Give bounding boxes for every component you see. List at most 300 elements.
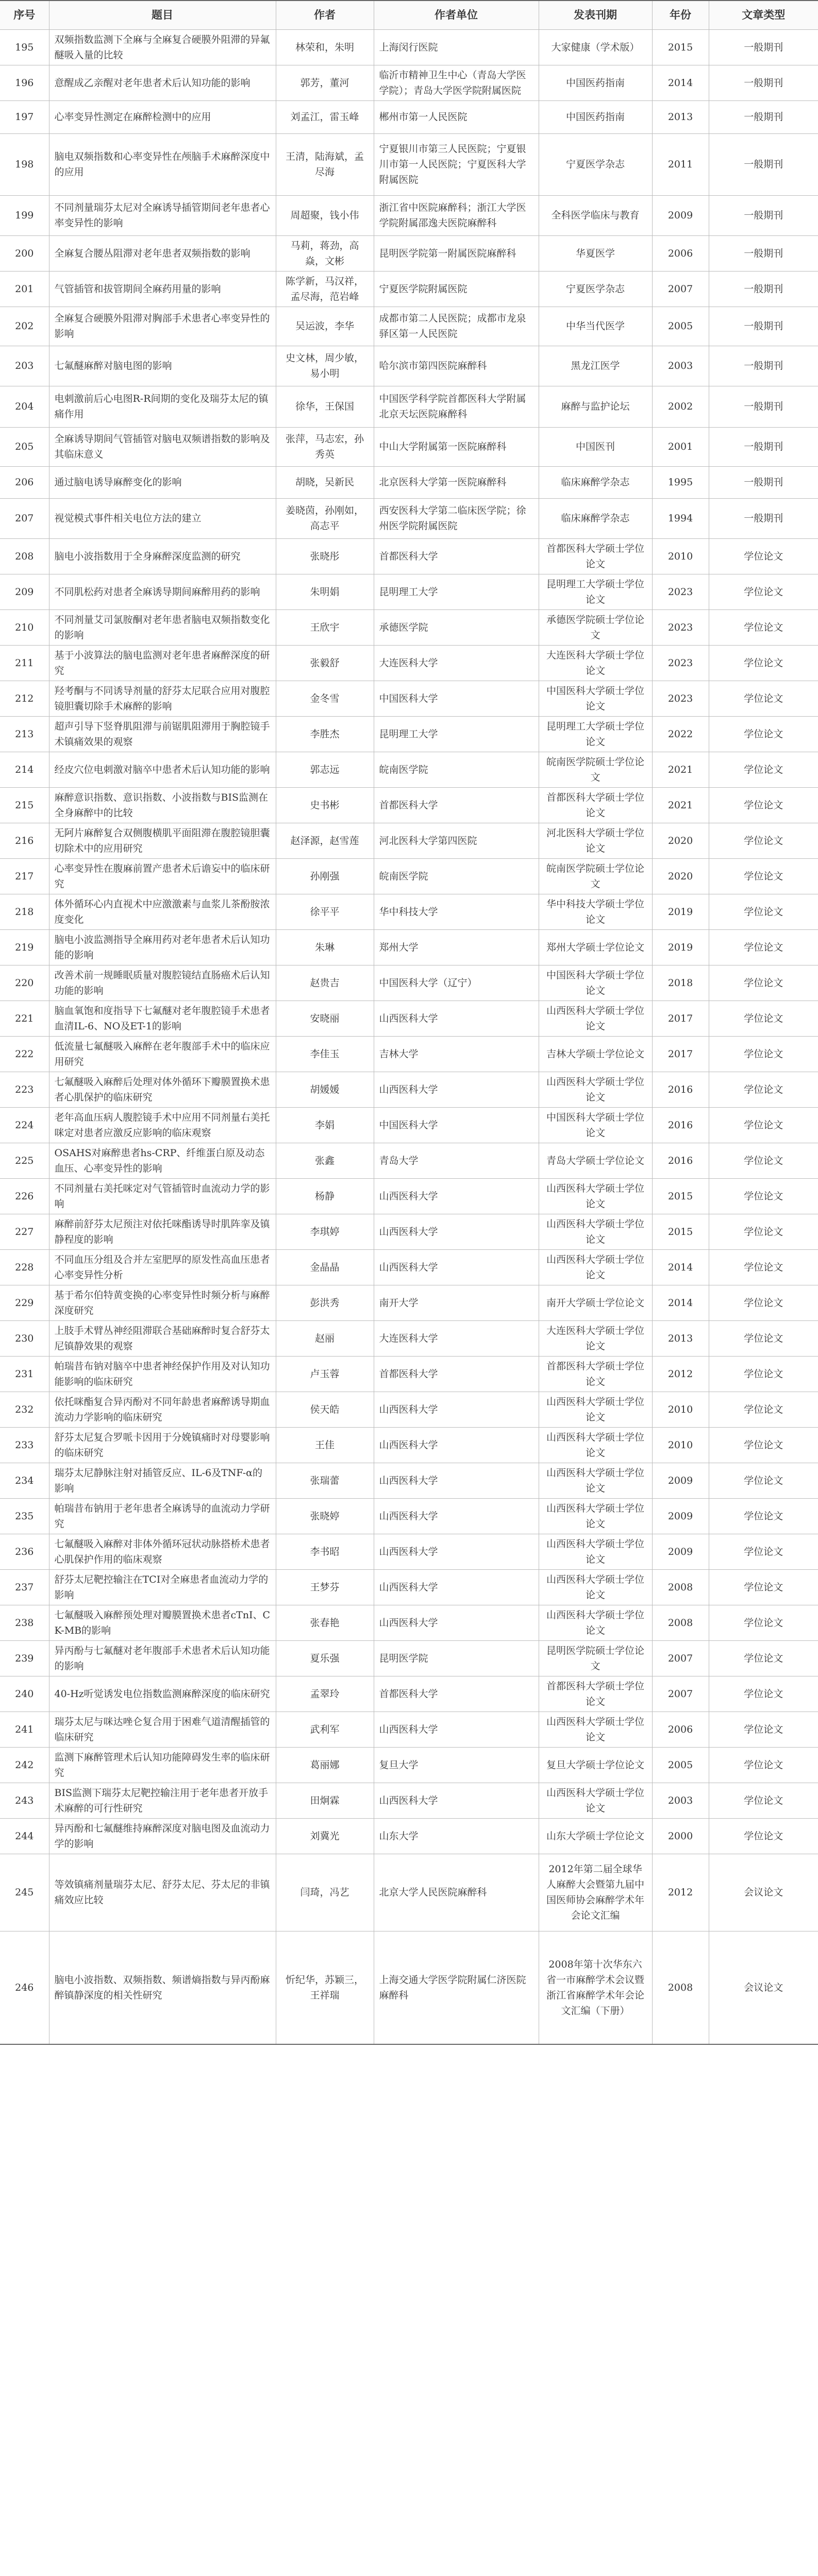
row-year: 2015 [652,29,709,65]
row-year: 2023 [652,645,709,681]
row-year: 2014 [652,1285,709,1320]
row-affiliation: 浙江省中医院麻醉科；浙江大学医学院附属邵逸夫医院麻醉科 [374,195,539,235]
row-affiliation: 复旦大学 [374,1747,539,1783]
row-index: 233 [0,1427,49,1463]
table-row [0,1320,818,1356]
row-journal: 华夏医学 [539,235,652,271]
row-affiliation: 山西医科大学 [374,1534,539,1569]
row-journal: 2008年第十次华东六省一市麻醉学术会议暨浙江省麻醉学术年会论文汇编（下册） [539,1931,652,2044]
row-journal: 山西医科大学硕士学位论文 [539,1463,652,1498]
row-index: 242 [0,1747,49,1783]
row-index: 205 [0,427,49,466]
row-type: 学位论文 [709,965,818,1001]
row-index: 219 [0,929,49,965]
row-index: 221 [0,1001,49,1036]
row-index: 202 [0,307,49,346]
row-index: 215 [0,787,49,823]
row-authors: 彭洪秀 [276,1285,374,1320]
row-journal: 宁夏医学杂志 [539,133,652,195]
row-title: 通过脑电诱导麻醉变化的影响 [49,466,276,498]
table-row [0,1747,818,1783]
row-journal: 中国医科大学硕士学位论文 [539,1107,652,1143]
row-journal: 临床麻醉学杂志 [539,498,652,538]
row-index: 230 [0,1320,49,1356]
table-row [0,29,818,65]
row-authors: 金晶晶 [276,1249,374,1285]
row-affiliation: 山西医科大学 [374,1178,539,1214]
row-journal: 山西医科大学硕士学位论文 [539,1427,652,1463]
table-row [0,100,818,133]
row-year: 2009 [652,1498,709,1534]
row-affiliation: 中国医科大学 [374,681,539,716]
row-title: 脑电双频指数和心率变异性在颅脑手术麻醉深度中的应用 [49,133,276,195]
header-affiliation: 作者单位 [374,1,539,29]
row-authors: 王欣宇 [276,609,374,645]
table-row [0,235,818,271]
row-title: 脑电小波指数用于全身麻醉深度监测的研究 [49,538,276,574]
row-year: 2020 [652,858,709,894]
row-year: 2019 [652,929,709,965]
table-row [0,65,818,100]
row-index: 217 [0,858,49,894]
table-row [0,1783,818,1818]
row-type: 一般期刊 [709,29,818,65]
row-title: 低流量七氟醚吸入麻醉在老年腹部手术中的临床应用研究 [49,1036,276,1072]
row-title: 视觉模式事件相关电位方法的建立 [49,498,276,538]
table-row [0,466,818,498]
table-row [0,386,818,427]
row-affiliation: 承德医学院 [374,609,539,645]
table-row [0,929,818,965]
row-affiliation: 山西医科大学 [374,1392,539,1427]
row-journal: 山西医科大学硕士学位论文 [539,1498,652,1534]
row-journal: 宁夏医学杂志 [539,271,652,307]
row-year: 1994 [652,498,709,538]
row-authors: 赵丽 [276,1320,374,1356]
row-title: 不同肌松药对患者全麻诱导期间麻醉用药的影响 [49,574,276,609]
row-type: 学位论文 [709,1463,818,1498]
header-type: 文章类型 [709,1,818,29]
row-index: 208 [0,538,49,574]
row-index: 240 [0,1676,49,1711]
row-type: 学位论文 [709,1249,818,1285]
row-journal: 昆明理工大学硕士学位论文 [539,574,652,609]
row-index: 224 [0,1107,49,1143]
row-journal: 山西医科大学硕士学位论文 [539,1783,652,1818]
row-title: 脑电小波指数、双频指数、频谱熵指数与异丙酚麻醉镇静深度的相关性研究 [49,1931,276,2044]
table-row [0,1107,818,1143]
row-journal: 中华当代医学 [539,307,652,346]
row-type: 学位论文 [709,1001,818,1036]
row-year: 2015 [652,1214,709,1249]
row-authors: 李佳玉 [276,1036,374,1072]
row-journal: 中国医药指南 [539,65,652,100]
row-type: 学位论文 [709,681,818,716]
header-authors: 作者 [276,1,374,29]
row-authors: 赵泽源，赵雪莲 [276,823,374,858]
row-title: 体外循环心内直视术中应激激素与血浆儿茶酚胺浓度变化 [49,894,276,929]
row-type: 会议论文 [709,1854,818,1931]
row-index: 236 [0,1534,49,1569]
row-year: 2020 [652,823,709,858]
row-index: 232 [0,1392,49,1427]
row-index: 206 [0,466,49,498]
row-title: 基于小波算法的脑电监测对老年患者麻醉深度的研究 [49,645,276,681]
row-index: 243 [0,1783,49,1818]
row-journal: 山西医科大学硕士学位论文 [539,1249,652,1285]
row-title: 七氟醚吸入麻醉对非体外循环冠状动脉搭桥术患者心肌保护作用的临床观察 [49,1534,276,1569]
row-year: 2022 [652,716,709,752]
row-affiliation: 山西医科大学 [374,1249,539,1285]
row-authors: 葛丽娜 [276,1747,374,1783]
row-year: 2023 [652,609,709,645]
table-row [0,1569,818,1605]
row-title: 麻醉意识指数、意识指数、小波指数与BIS监测在全身麻醉中的比较 [49,787,276,823]
table-row [0,965,818,1001]
header-title: 题目 [49,1,276,29]
row-year: 2019 [652,894,709,929]
row-authors: 赵贵吉 [276,965,374,1001]
row-type: 学位论文 [709,1818,818,1854]
row-type: 一般期刊 [709,386,818,427]
row-index: 210 [0,609,49,645]
row-year: 2007 [652,271,709,307]
row-journal: 山西医科大学硕士学位论文 [539,1534,652,1569]
row-title: 帕瑞昔布钠对脑卒中患者神经保护作用及对认知功能影响的临床研究 [49,1356,276,1392]
row-title: 上肢手术臂丛神经阻滞联合基础麻醉时复合舒芬太尼镇静效果的观察 [49,1320,276,1356]
row-authors: 徐平平 [276,894,374,929]
row-authors: 忻纪华，苏颖三，王祥瑞 [276,1931,374,2044]
row-index: 238 [0,1605,49,1640]
row-affiliation: 山西医科大学 [374,1783,539,1818]
row-journal: 中国医科大学硕士学位论文 [539,965,652,1001]
row-journal: 山西医科大学硕士学位论文 [539,1569,652,1605]
table-row [0,645,818,681]
row-authors: 张晓婷 [276,1498,374,1534]
table-row [0,1463,818,1498]
row-authors: 李琪婷 [276,1214,374,1249]
row-index: 209 [0,574,49,609]
table-row [0,1285,818,1320]
row-index: 241 [0,1711,49,1747]
row-index: 198 [0,133,49,195]
row-journal: 山东大学硕士学位论文 [539,1818,652,1854]
table-row [0,858,818,894]
table-row [0,574,818,609]
table-row [0,1001,818,1036]
row-affiliation: 大连医科大学 [374,645,539,681]
row-affiliation: 大连医科大学 [374,1320,539,1356]
row-affiliation: 皖南医学院 [374,858,539,894]
row-title: 监测下麻醉管理术后认知功能障碍发生率的临床研究 [49,1747,276,1783]
row-type: 一般期刊 [709,133,818,195]
row-index: 218 [0,894,49,929]
row-year: 2007 [652,1676,709,1711]
row-title: 电刺激前后心电图R-R间期的变化及瑞芬太尼的镇痛作用 [49,386,276,427]
row-authors: 安晓丽 [276,1001,374,1036]
row-authors: 周超聚，钱小伟 [276,195,374,235]
row-index: 201 [0,271,49,307]
row-year: 2001 [652,427,709,466]
row-year: 2002 [652,386,709,427]
row-journal: 麻醉与监护论坛 [539,386,652,427]
row-type: 学位论文 [709,538,818,574]
row-affiliation: 吉林大学 [374,1036,539,1072]
row-index: 203 [0,346,49,386]
row-affiliation: 皖南医学院 [374,752,539,787]
row-authors: 武利军 [276,1711,374,1747]
table-row [0,1214,818,1249]
row-authors: 郭芳，董河 [276,65,374,100]
row-title: 七氟醚麻醉对脑电图的影响 [49,346,276,386]
row-type: 学位论文 [709,1072,818,1107]
row-affiliation: 中山大学附属第一医院麻醉科 [374,427,539,466]
row-affiliation: 中国医科大学 [374,1107,539,1143]
row-affiliation: 宁夏医学院附属医院 [374,271,539,307]
row-title: 全麻诱导期间气管插管对脑电双频谱指数的影响及其临床意义 [49,427,276,466]
row-type: 一般期刊 [709,235,818,271]
row-type: 会议论文 [709,1931,818,2044]
row-type: 学位论文 [709,716,818,752]
row-affiliation: 成都市第二人民医院；成都市龙泉驿区第一人民医院 [374,307,539,346]
table-row [0,1249,818,1285]
row-affiliation: 山西医科大学 [374,1498,539,1534]
table-row [0,1178,818,1214]
row-authors: 郭志远 [276,752,374,787]
row-title: 瑞芬太尼静脉注射对插管反应、IL-6及TNF-α的影响 [49,1463,276,1498]
row-affiliation: 首都医科大学 [374,538,539,574]
row-journal: 华中科技大学硕士学位论文 [539,894,652,929]
row-affiliation: 山西医科大学 [374,1427,539,1463]
row-affiliation: 河北医科大学第四医院 [374,823,539,858]
row-authors: 孙刚强 [276,858,374,894]
row-year: 2009 [652,1534,709,1569]
table-row [0,427,818,466]
row-authors: 王梦芬 [276,1569,374,1605]
row-type: 学位论文 [709,1569,818,1605]
row-index: 220 [0,965,49,1001]
row-authors: 史文林，周少敏，易小明 [276,346,374,386]
row-title: 心率变异性在腹麻前置产患者术后谵妄中的临床研究 [49,858,276,894]
row-year: 2013 [652,100,709,133]
row-authors: 卢玉蓉 [276,1356,374,1392]
row-year: 2021 [652,752,709,787]
table-row [0,498,818,538]
row-title: 40-Hz听觉诱发电位指数监测麻醉深度的临床研究 [49,1676,276,1711]
row-authors: 胡晓，吴新民 [276,466,374,498]
table-row [0,1640,818,1676]
row-index: 214 [0,752,49,787]
row-year: 2012 [652,1356,709,1392]
row-authors: 朱明娟 [276,574,374,609]
table-row [0,787,818,823]
row-affiliation: 郑州大学 [374,929,539,965]
table-row [0,1931,818,2044]
table-row [0,1427,818,1463]
row-affiliation: 山西医科大学 [374,1214,539,1249]
row-index: 231 [0,1356,49,1392]
row-authors: 侯天皓 [276,1392,374,1427]
table-row [0,1356,818,1392]
row-title: 不同剂量瑞芬太尼对全麻诱导插管期间老年患者心率变异性的影响 [49,195,276,235]
row-type: 学位论文 [709,1427,818,1463]
table-row [0,307,818,346]
row-type: 一般期刊 [709,100,818,133]
row-index: 196 [0,65,49,100]
row-authors: 王清，陆海斌，孟尽海 [276,133,374,195]
row-authors: 孟翠玲 [276,1676,374,1711]
row-type: 学位论文 [709,1214,818,1249]
row-title: 无阿片麻醉复合双侧腹横肌平面阻滞在腹腔镜胆囊切除术中的应用研究 [49,823,276,858]
row-journal: 复旦大学硕士学位论文 [539,1747,652,1783]
row-affiliation: 山西医科大学 [374,1463,539,1498]
row-year: 2016 [652,1143,709,1178]
row-affiliation: 北京医科大学第一医院麻醉科 [374,466,539,498]
row-journal: 青岛大学硕士学位论文 [539,1143,652,1178]
row-journal: 山西医科大学硕士学位论文 [539,1178,652,1214]
row-year: 2009 [652,195,709,235]
row-affiliation: 北京大学人民医院麻醉科 [374,1854,539,1931]
row-journal: 皖南医学院硕士学位论文 [539,858,652,894]
row-year: 2011 [652,133,709,195]
row-year: 2000 [652,1818,709,1854]
row-title: 等效镇痛剂量瑞芬太尼、舒芬太尼、芬太尼的非镇痛效应比较 [49,1854,276,1931]
table-row [0,894,818,929]
row-title: 麻醉前舒芬太尼预注对依托咪酯诱导时肌阵挛及镇静程度的影响 [49,1214,276,1249]
table-row [0,133,818,195]
row-affiliation: 中国医学科学院首都医科大学附属北京天坛医院麻醉科 [374,386,539,427]
row-year: 2006 [652,235,709,271]
row-title: 异丙酚和七氟醚维持麻醉深度对脑电图及血流动力学的影响 [49,1818,276,1854]
row-year: 2023 [652,574,709,609]
row-title: 超声引导下竖脊肌阻滞与前锯肌阻滞用于胸腔镜手术镇痛效果的观察 [49,716,276,752]
row-authors: 张春艳 [276,1605,374,1640]
row-year: 2017 [652,1001,709,1036]
row-affiliation: 南开大学 [374,1285,539,1320]
table-row [0,1072,818,1107]
row-authors: 张鑫 [276,1143,374,1178]
row-authors: 李娟 [276,1107,374,1143]
row-title: OSAHS对麻醉患者hs-CRP、纤维蛋白原及动态血压、心率变异性的影响 [49,1143,276,1178]
row-authors: 田炯霖 [276,1783,374,1818]
row-authors: 闫琦，冯艺 [276,1854,374,1931]
row-authors: 张晓彤 [276,538,374,574]
row-journal: 昆明医学院硕士学位论文 [539,1640,652,1676]
row-authors: 王佳 [276,1427,374,1463]
row-type: 一般期刊 [709,498,818,538]
table-row [0,1498,818,1534]
row-type: 学位论文 [709,1534,818,1569]
row-index: 199 [0,195,49,235]
header-row [0,1,818,29]
row-journal: 中国医药指南 [539,100,652,133]
row-authors: 刘冀光 [276,1818,374,1854]
row-index: 223 [0,1072,49,1107]
header-year: 年份 [652,1,709,29]
row-index: 246 [0,1931,49,2044]
row-authors: 徐华，王保国 [276,386,374,427]
row-journal: 山西医科大学硕士学位论文 [539,1001,652,1036]
row-title: 帕瑞昔布钠用于老年患者全麻诱导的血流动力学研究 [49,1498,276,1534]
header-index: 序号 [0,1,49,29]
row-type: 学位论文 [709,1178,818,1214]
row-journal: 中国医科大学硕士学位论文 [539,681,652,716]
row-year: 2014 [652,1249,709,1285]
table-row [0,609,818,645]
row-authors: 林荣和，朱明 [276,29,374,65]
row-type: 一般期刊 [709,195,818,235]
row-journal: 首都医科大学硕士学位论文 [539,1676,652,1711]
table-row [0,346,818,386]
row-type: 学位论文 [709,752,818,787]
row-type: 一般期刊 [709,307,818,346]
row-journal: 全科医学临床与教育 [539,195,652,235]
row-authors: 陈学新，马汉祥，孟尽海，范岩峰 [276,271,374,307]
row-affiliation: 山西医科大学 [374,1605,539,1640]
row-authors: 李胜杰 [276,716,374,752]
row-journal: 首都医科大学硕士学位论文 [539,787,652,823]
row-year: 2017 [652,1036,709,1072]
row-title: 气管插管和拔管期间全麻药用量的影响 [49,271,276,307]
row-index: 216 [0,823,49,858]
row-year: 2016 [652,1072,709,1107]
row-journal: 2012年第二届全球华人麻醉大会暨第九届中国医师协会麻醉学术年会论文汇编 [539,1854,652,1931]
row-type: 学位论文 [709,1285,818,1320]
row-journal: 吉林大学硕士学位论文 [539,1036,652,1072]
table-row [0,681,818,716]
row-journal: 首都医科大学硕士学位论文 [539,1356,652,1392]
row-index: 227 [0,1214,49,1249]
row-affiliation: 华中科技大学 [374,894,539,929]
row-authors: 李书昭 [276,1534,374,1569]
table-row [0,271,818,307]
row-index: 204 [0,386,49,427]
row-type: 学位论文 [709,574,818,609]
row-index: 211 [0,645,49,681]
row-year: 2005 [652,307,709,346]
row-title: 舒芬太尼复合罗哌卡因用于分娩镇痛时对母婴影响的临床研究 [49,1427,276,1463]
row-year: 1995 [652,466,709,498]
row-year: 2013 [652,1320,709,1356]
row-title: 意醒成乙亲醒对老年患者术后认知功能的影响 [49,65,276,100]
row-year: 2007 [652,1640,709,1676]
row-type: 学位论文 [709,1036,818,1072]
row-year: 2010 [652,1392,709,1427]
row-title: 不同血压分组及合并左室肥厚的原发性高血压患者心率变异性分析 [49,1249,276,1285]
table-row [0,823,818,858]
row-year: 2008 [652,1605,709,1640]
row-authors: 史书彬 [276,787,374,823]
row-type: 学位论文 [709,645,818,681]
row-type: 一般期刊 [709,427,818,466]
row-title: 脑电小波监测指导全麻用药对老年患者术后认知功能的影响 [49,929,276,965]
header-journal: 发表刊期 [539,1,652,29]
row-type: 学位论文 [709,823,818,858]
row-affiliation: 山西医科大学 [374,1072,539,1107]
row-authors: 刘孟江，雷玉峰 [276,100,374,133]
row-journal: 承德医学院硕士学位论文 [539,609,652,645]
row-year: 2008 [652,1569,709,1605]
row-title: 瑞芬太尼与咪达唑仑复合用于困难气道清醒插管的临床研究 [49,1711,276,1747]
row-affiliation: 中国医科大学（辽宁） [374,965,539,1001]
table-row [0,1534,818,1569]
table-row [0,1036,818,1072]
row-journal: 中国医刊 [539,427,652,466]
row-title: 依托咪酯复合异丙酚对不同年龄患者麻醉诱导期血流动力学影响的临床研究 [49,1392,276,1427]
row-journal: 山西医科大学硕士学位论文 [539,1214,652,1249]
row-year: 2009 [652,1463,709,1498]
row-type: 一般期刊 [709,271,818,307]
